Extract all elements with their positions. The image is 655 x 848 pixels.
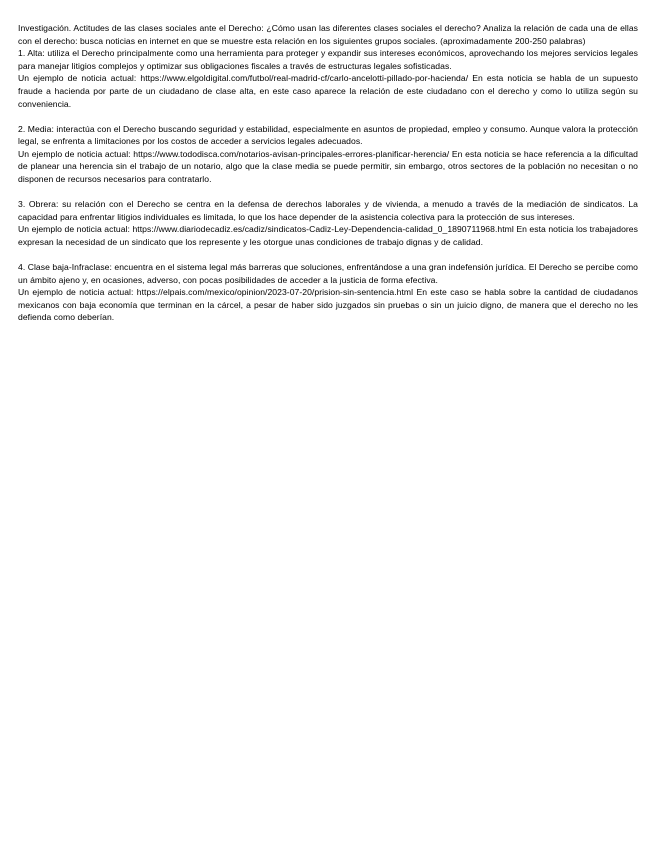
section-description: 4. Clase baja-Infraclase: encuentra en el sistema legal más barreras que soluciones, enfrentándose a una gran indefensión jurídica. El Derecho se percibe como un ámbito ajeno y, en ocasiones, adverso, con pocas posibilidades de acceder a la justicia de forma efectiva. bbox=[18, 262, 638, 285]
section-alta bbox=[18, 47, 638, 110]
section-description: 2. Media: interactúa con el Derecho buscando seguridad y estabilidad, especialmente en asuntos de propiedad, empleo y consumo. Aunque valora la protección legal, se enfrenta a limitaciones por los costos de acceder a servicios legales adecuados. bbox=[18, 123, 638, 147]
section-description: 1. Alta: utiliza el Derecho principalmente como una herramienta para proteger y expandir sus intereses económicos, aprovechando los mejores servicios legales para manejar litigios complejos y optimizar sus obligaciones fiscales a través de estructuras legales sofisticadas. bbox=[18, 48, 638, 71]
section-example: Un ejemplo de noticia actual: https://elpais.com/mexico/opinion/2023-07-20/prision-sin-sentencia.html En este caso se habla sobre la cantidad de ciudadanos mexicanos con baja economía que terminan en la cárcel, a pesar de haber sido juzgados sin pruebas o sin un juicio digno, de manera que el derecho no les defienda como deberían. bbox=[18, 287, 638, 323]
section-example: Un ejemplo de noticia actual: https://www.diariodecadiz.es/cadiz/sindicatos-Cadiz-Ley-Dependencia-calidad_0_1890711968.html En esta noticia los trabajadores expresan la necesidad de un sindicato que los represente y les otorgue unas condiciones de trabajo dignas y de calidad. bbox=[18, 224, 638, 247]
document-page bbox=[18, 22, 638, 336]
section-clase-baja bbox=[18, 261, 638, 324]
section-obrera bbox=[18, 198, 638, 248]
intro-paragraph: Investigación. Actitudes de las clases sociales ante el Derecho: ¿Cómo usan las diferentes clases sociales el derecho? Analiza la relación de cada una de ellas con el derecho: busca noticias en internet en que se muestre esta relación en los siguientes grupos sociales. (aproximadamente 200-250 palabras) bbox=[18, 23, 638, 46]
section-example: Un ejemplo de noticia actual: https://www.elgoldigital.com/futbol/real-madrid-cf/carlo-ancelotti-pillado-por-hacienda/ En esta noticia se habla de un supuesto fraude a hacienda por parte de un ciudadano de clase alta, en este caso aparece la relación de este ciudadano con el derecho y como lo utiliza según su conveniencia. bbox=[18, 73, 638, 109]
section-media bbox=[18, 123, 638, 186]
section-example: Un ejemplo de noticia actual: https://www.tododisca.com/notarios-avisan-principales-errores-planificar-herencia/ En esta noticia se hace referencia a la dificultad de planear una herencia sin el trabajo de un notario, algo que la clase media se puede permitir, sin embargo, otros sectores de la población no necesitan o no disponen de recursos necesarios para contratarlo. bbox=[18, 148, 638, 185]
section-description: 3. Obrera: su relación con el Derecho se centra en la defensa de derechos laborales y de vivienda, a menudo a través de la mediación de sindicatos. La capacidad para enfrentar litigios individuales es limitada, lo que los hace depender de la asistencia colectiva para la protección de sus intereses. bbox=[18, 199, 638, 222]
